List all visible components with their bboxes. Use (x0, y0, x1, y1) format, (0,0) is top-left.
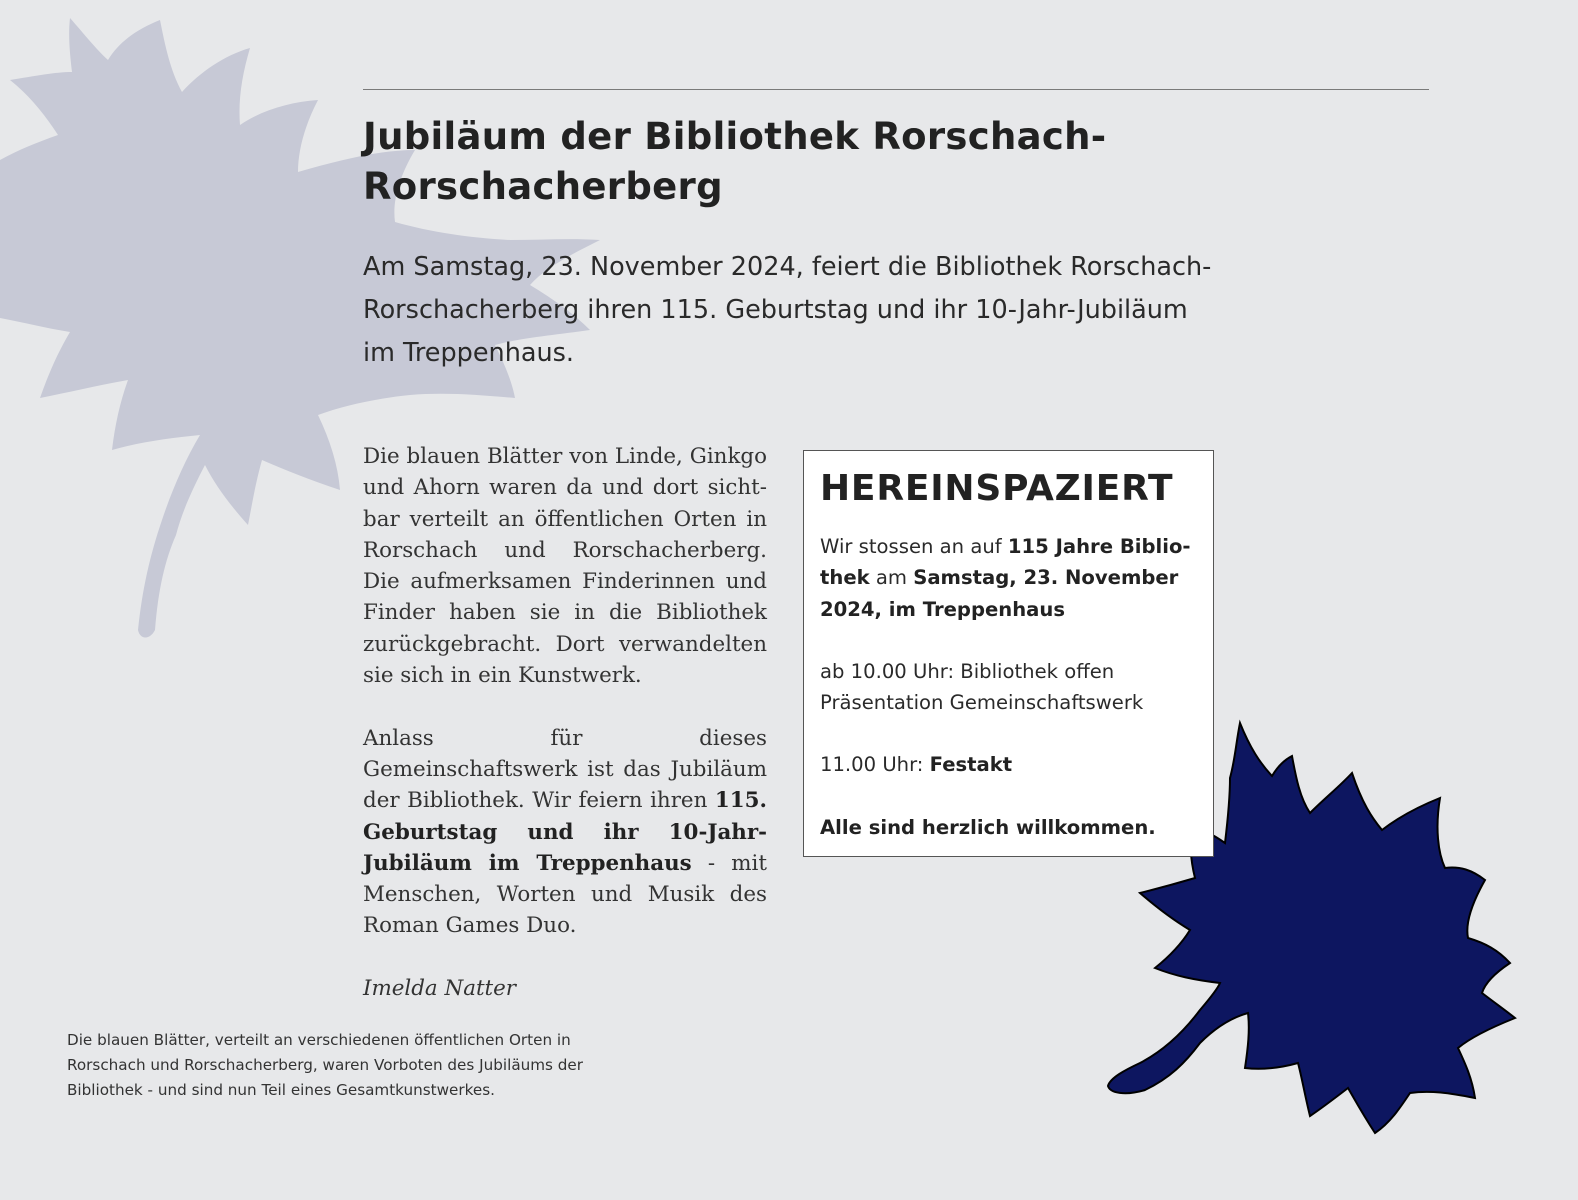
box-line-presentation: Präsentation Gemeinschaftswerk (820, 691, 1144, 715)
event-info-box (803, 450, 1214, 857)
title-line-2: Rorschacherberg (363, 165, 723, 208)
lead-line-2: Rorschacherberg ihren 115. Geburtstag und ihr 10-Jahr-Jubiläum (363, 295, 1188, 325)
box-festakt-time: 11.00 Uhr: (820, 753, 930, 777)
image-caption (67, 1028, 667, 1103)
title-line-1: Jubiläum der Bibliothek Rorschach- (363, 115, 1107, 158)
box-schedule-open (820, 656, 1199, 719)
box-schedule-festakt (820, 749, 1199, 780)
body-paragraph-1: Die blauen Blätter von Linde, Ginkgo und Ahorn waren da und dort sichtbar verteilt an öffentlichen Orten in Rorschach und Rorschacherberg. Die aufmerksamen Finderinnen und Finder haben sie in die Bibliothek zurückgebracht. Dort verwandelten sie sich in ein Kunstwerk. (363, 444, 767, 689)
caption-line-3: Bibliothek - und sind nun Teil eines Gesamtkunstwerkes. (67, 1081, 495, 1099)
lead-line-3: im Treppenhaus. (363, 338, 575, 368)
lead-paragraph (363, 246, 1363, 375)
top-rule (363, 89, 1429, 90)
box-intro-text-1: Wir stossen an auf (820, 535, 1008, 558)
box-intro-bold-1: 115 Jahre Bibliothek (820, 535, 1191, 590)
body-p2-end: - mit Menschen, Worten und Musik des Roman Games Duo. (363, 850, 767, 939)
box-line-open: ab 10.00 Uhr: Bibliothek offen (820, 659, 1115, 683)
caption-line-2: Rorschach und Rorschacherberg, waren Vorboten des Jubiläums der (67, 1056, 584, 1074)
author-name: Imelda Natter (363, 976, 517, 1002)
box-heading: HEREINSPAZIERT (820, 468, 1174, 509)
box-welcome-text: Alle sind herzlich willkommen. (820, 815, 1156, 839)
box-festakt-label: Festakt (929, 753, 1013, 777)
page-title (363, 112, 1363, 212)
body-p2-start: Anlass für dieses Gemeinschaftswerk ist das Jubiläum der Bibliothek. Wir feiern ihren (363, 725, 767, 814)
caption-line-1: Die blauen Blätter, verteilt an verschiedenen öffentlichen Orten in (67, 1031, 571, 1049)
article-body (363, 441, 767, 1036)
body-paragraph-2 (363, 723, 767, 942)
box-intro-text-2: am (869, 566, 914, 590)
box-welcome (820, 812, 1199, 843)
box-intro (820, 531, 1199, 625)
lead-line-1: Am Samstag, 23. November 2024, feiert die Bibliothek Rorschach- (363, 252, 1212, 282)
box-intro-bold-2: Samstag, 23. November 2024, im Treppenhaus (820, 566, 1179, 621)
body-p2-bold: 115. Geburtstag und ihr 10-Jahr-Jubiläum im Treppenhaus (363, 788, 767, 876)
